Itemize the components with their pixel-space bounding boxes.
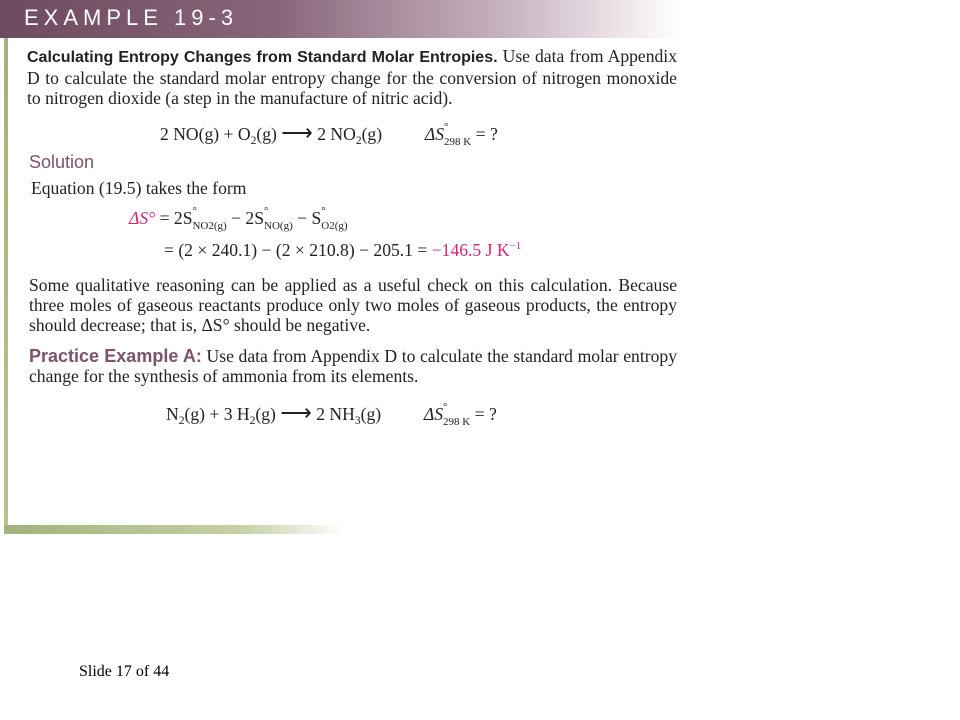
temp-subscript: 298 K: [444, 135, 472, 148]
no2-subscript: 2: [355, 135, 362, 147]
problem-title: Calculating Entropy Changes from Standard Molar Entropies.: [27, 49, 498, 66]
entropy-result: −146.5 J $K^{-1}$: [431, 240, 522, 260]
reaction-equation-2: $N_2(g) + 3$ $H_2(g)$ ⟶ 2 $NH_3(g)$ ΔS ° 298 K = ?: [166, 400, 497, 428]
example-title: EXAMPLE 19-3: [24, 5, 239, 30]
practice-example: [29, 346, 677, 386]
o2-subscript: 2: [250, 135, 257, 147]
term-o2: − S ° O2(g): [297, 204, 348, 232]
reasoning-paragraph: Some qualitative reasoning can be applied as a useful check on this calculation. Because three moles of gaseous reactants produce only two moles of gaseous products, the entropy should decrease; that is, ΔS° should be negative.: [29, 275, 677, 335]
plus-sign: +: [223, 124, 234, 144]
solution-intro-line: Equation (19.5) takes the form: [31, 178, 247, 198]
example-header-banner: [0, 0, 680, 38]
entropy-equation-line-2: [164, 240, 521, 261]
reactant-no: 2 NO(g): [160, 124, 220, 144]
reaction-arrow: ⟶: [281, 120, 313, 145]
problem-statement: [27, 46, 677, 108]
bottom-accent-bar: [4, 525, 344, 534]
term-no: − 2S ° NO(g): [231, 204, 293, 232]
slide-number: Slide 17 of 44: [79, 663, 170, 680]
reactant-h2: (g) + 3 H: [184, 404, 250, 424]
product-nh3: 2 NH: [316, 404, 355, 424]
delta-s-lhs: ΔS°: [129, 208, 156, 228]
no2-state: (g): [361, 124, 383, 144]
term-no2: = 2S ° NO2(g): [159, 204, 227, 232]
left-accent-bar: [4, 38, 8, 533]
reactant-o2: O: [237, 124, 251, 144]
delta-s-expression: [424, 120, 472, 148]
delta-s-expression-2: ΔS ° 298 K: [423, 400, 471, 428]
numeric-substitution: = (2 × 240.1) − (2 × 210.8) − 205.1 =: [164, 240, 428, 260]
equals-question-2: = ?: [474, 404, 497, 424]
delta-s-symbol: ΔS: [424, 124, 445, 144]
entropy-equation-line-1: [129, 204, 348, 232]
reaction-arrow-2: ⟶: [280, 400, 312, 425]
reaction-equation-1: [160, 120, 498, 147]
product-no2: 2 NO: [317, 124, 356, 144]
equals-question: = ?: [475, 124, 498, 144]
solution-heading: Solution: [29, 152, 95, 172]
practice-text: Use data from Appendix D to calculate the standard molar entropy change for the synthesis of ammonia from its elements.: [29, 346, 677, 386]
reactant-n2: N: [166, 404, 179, 424]
o2-state: (g): [256, 124, 277, 144]
degree-sign: °: [444, 120, 449, 133]
problem-text: Use data from Appendix D to calculate the standard molar entropy change for the conversion of nitrogen monoxide to nitrogen dioxide (a step in the manufacture of nitric acid).: [27, 46, 677, 108]
practice-label: Practice Example A:: [29, 346, 202, 366]
